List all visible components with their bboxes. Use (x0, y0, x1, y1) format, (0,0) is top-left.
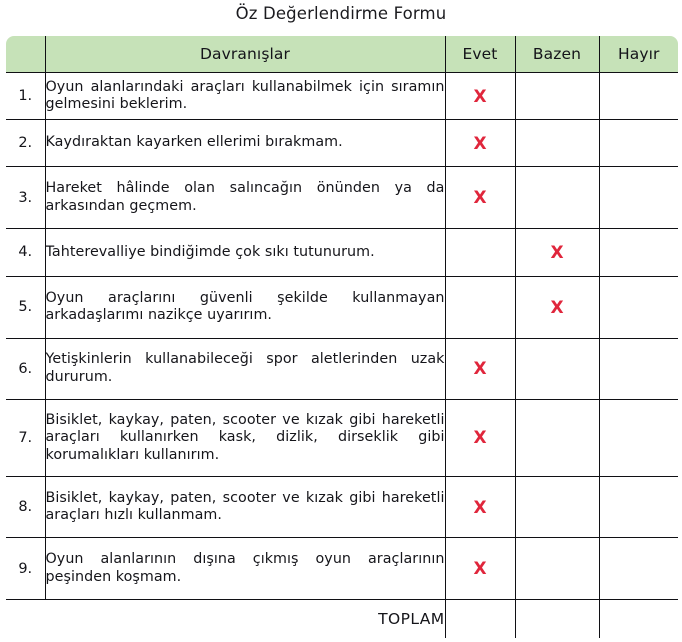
row-number: 2. (5, 120, 45, 167)
table-body (5, 73, 679, 640)
checkbox-cell-sometimes[interactable] (515, 338, 599, 400)
row-behavior-text: Hareket hâlinde olan salıncağın önünden ya da arkasından geçmem. (45, 167, 445, 229)
row-behavior-text: Bisiklet, kaykay, paten, scooter ve kızak gibi hareketli araçları hızlı kullanmam. (45, 476, 445, 538)
checkbox-cell-yes[interactable] (445, 338, 515, 400)
checkbox-cell-yes[interactable] (445, 73, 515, 120)
column-header-behavior: Davranışlar (45, 35, 445, 73)
row-number: 8. (5, 476, 45, 538)
checkbox-cell-yes[interactable] (445, 538, 515, 600)
row-number: 3. (5, 167, 45, 229)
row-behavior-text: Oyun alanlarındaki araçları kullanabilmek için sıramın gelmesini beklerim. (45, 73, 445, 120)
table-header-row (5, 35, 679, 73)
checkbox-cell-yes[interactable] (445, 476, 515, 538)
row-behavior-text: Bisiklet, kaykay, paten, scooter ve kızak gibi hareketli araçları kullanırken kask, dizlik, dirseklik gibi korumalıkları kullanırım. (45, 400, 445, 477)
page-title: Öz Değerlendirme Formu (235, 4, 447, 23)
row-behavior-text: Oyun araçlarını güvenli şekilde kullanmayan arkadaşlarımı nazikçe uyarırım. (45, 277, 445, 339)
total-row (5, 599, 679, 639)
checkbox-cell-sometimes[interactable] (515, 476, 599, 538)
checkbox-cell-no[interactable] (599, 277, 679, 339)
checkbox-cell-sometimes[interactable] (515, 277, 599, 339)
table-row (5, 400, 679, 477)
column-header-sometimes: Bazen (515, 35, 599, 73)
table-header (5, 35, 679, 73)
total-cell-no[interactable] (599, 599, 679, 639)
self-assessment-table (4, 34, 680, 640)
row-number: 5. (5, 277, 45, 339)
checkbox-cell-sometimes[interactable] (515, 400, 599, 477)
row-number: 6. (5, 338, 45, 400)
checkbox-cell-no[interactable] (599, 228, 679, 276)
table-row (5, 538, 679, 600)
row-number: 4. (5, 228, 45, 276)
row-behavior-text: Oyun alanlarının dışına çıkmış oyun araçlarının peşinden koşmam. (45, 538, 445, 600)
table-row (5, 476, 679, 538)
checkbox-cell-sometimes[interactable] (515, 167, 599, 229)
self-assessment-form-container (4, 34, 678, 640)
checkbox-cell-sometimes[interactable] (515, 538, 599, 600)
column-header-number (5, 35, 45, 73)
checkbox-cell-sometimes[interactable] (515, 120, 599, 167)
table-row (5, 277, 679, 339)
table-row (5, 228, 679, 276)
checkbox-cell-yes[interactable] (445, 400, 515, 477)
checkbox-cell-no[interactable] (599, 400, 679, 477)
table-row (5, 167, 679, 229)
x-mark-icon: X (473, 359, 487, 380)
checkbox-cell-no[interactable] (599, 338, 679, 400)
row-behavior-text: Kaydıraktan kayarken ellerimi bırakmam. (45, 120, 445, 167)
x-mark-icon: X (550, 242, 564, 263)
checkbox-cell-no[interactable] (599, 73, 679, 120)
x-mark-icon: X (473, 559, 487, 580)
checkbox-cell-no[interactable] (599, 167, 679, 229)
checkbox-cell-yes[interactable] (445, 120, 515, 167)
x-mark-icon: X (473, 86, 487, 107)
checkbox-cell-sometimes[interactable] (515, 73, 599, 120)
checkbox-cell-yes[interactable] (445, 167, 515, 229)
checkbox-cell-yes[interactable] (445, 228, 515, 276)
row-number: 1. (5, 73, 45, 120)
x-mark-icon: X (473, 428, 487, 449)
checkbox-cell-no[interactable] (599, 476, 679, 538)
column-header-no: Hayır (599, 35, 679, 73)
table-row (5, 338, 679, 400)
checkbox-cell-sometimes[interactable] (515, 228, 599, 276)
total-cell-yes[interactable] (445, 599, 515, 639)
total-label: TOPLAM (5, 599, 445, 639)
checkbox-cell-no[interactable] (599, 538, 679, 600)
x-mark-icon: X (473, 497, 487, 518)
row-behavior-text: Yetişkinlerin kullanabileceği spor aletlerinden uzak dururum. (45, 338, 445, 400)
table-row (5, 120, 679, 167)
total-cell-sometimes[interactable] (515, 599, 599, 639)
row-behavior-text: Tahterevalliye bindiğimde çok sıkı tutunurum. (45, 228, 445, 276)
table-row (5, 73, 679, 120)
checkbox-cell-yes[interactable] (445, 277, 515, 339)
column-header-yes: Evet (445, 35, 515, 73)
checkbox-cell-no[interactable] (599, 120, 679, 167)
row-number: 9. (5, 538, 45, 600)
x-mark-icon: X (473, 188, 487, 209)
row-number: 7. (5, 400, 45, 477)
x-mark-icon: X (473, 133, 487, 154)
x-mark-icon: X (550, 297, 564, 318)
